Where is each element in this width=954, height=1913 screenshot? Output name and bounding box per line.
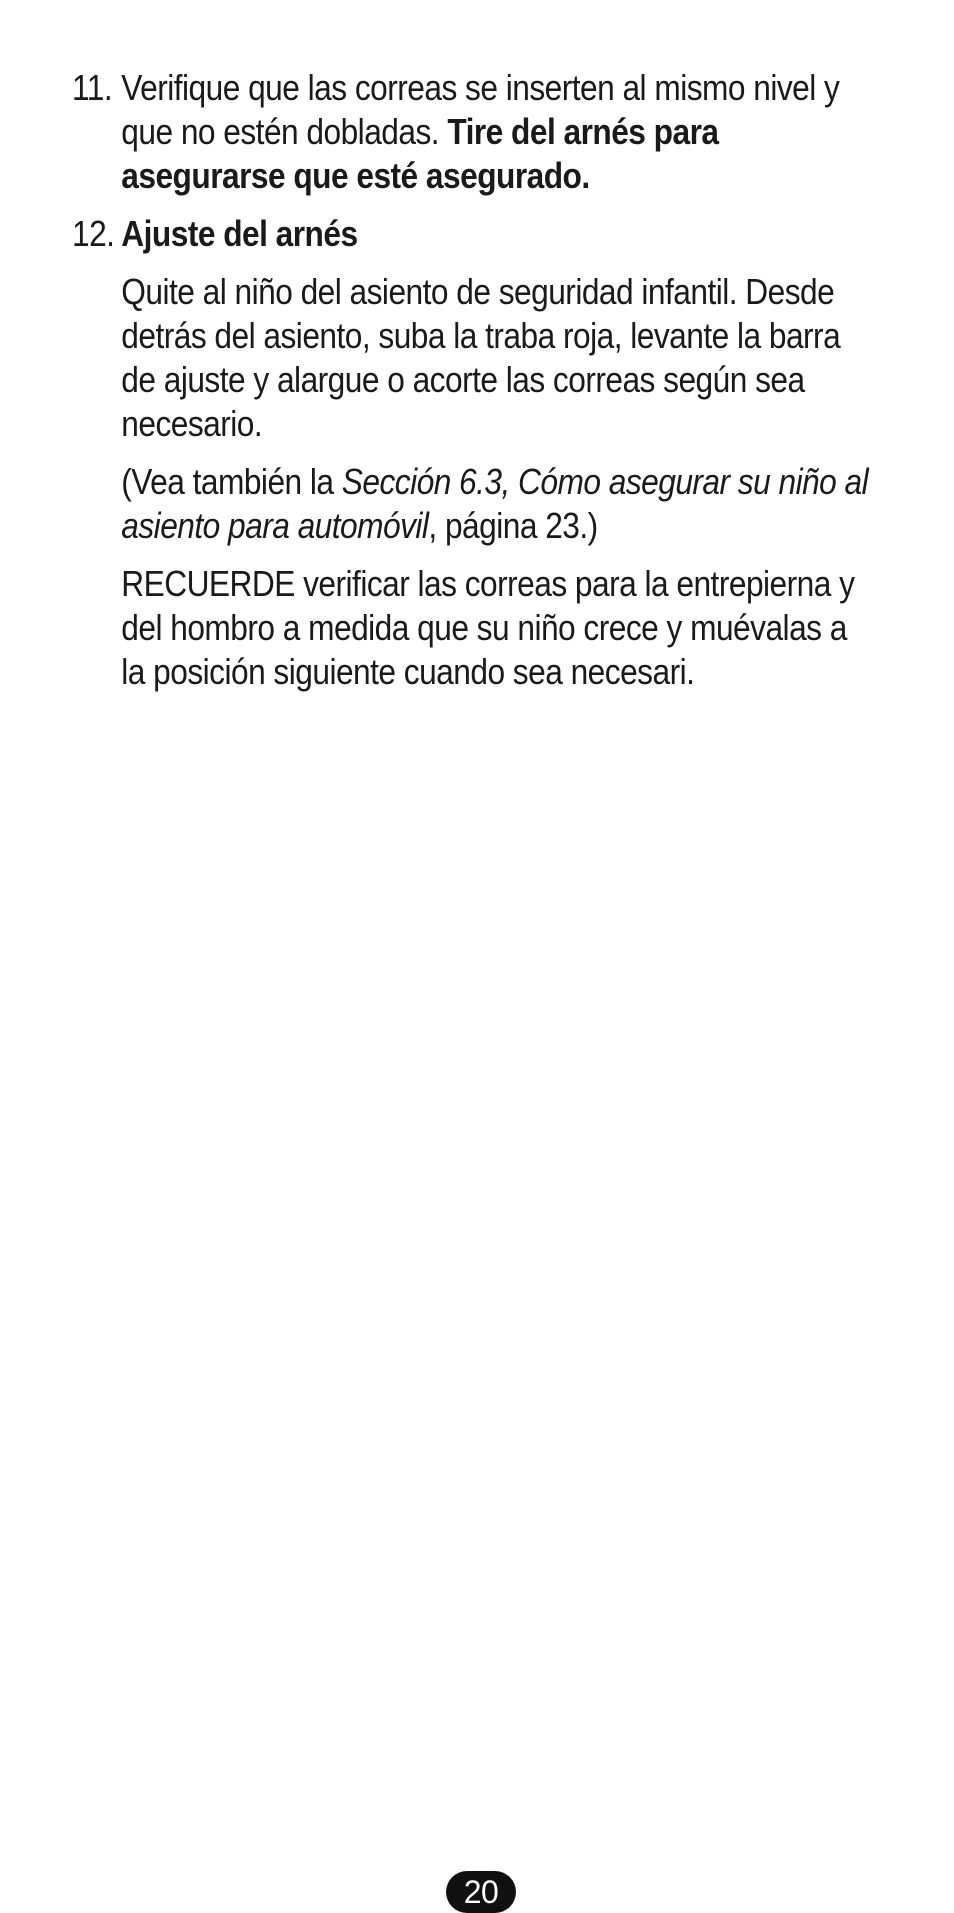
item-11-text [121,66,873,198]
list-item-11 [72,66,873,198]
item-number: 12. [72,213,115,254]
list-item-12 [72,212,873,694]
item-number: 11. [72,67,113,108]
item-12-paragraph-3: RECUERDE verificar las correas para la entrepierna y del hombro a medida que su niño crece y muévalas a la posición siguiente cuando sea necesari. [121,563,855,692]
item-11-regular-text: Verifique que las correas se inserten al mismo nivel y que no estén dobladas. [121,67,840,152]
paragraph-2-suffix: , página 23.) [428,505,598,546]
item-12-paragraph-2 [121,460,873,548]
paragraph-2-prefix: (Vea también la [121,461,342,502]
item-12-heading: Ajuste del arnés [121,213,358,254]
page-number-badge: 20 [446,1871,516,1913]
item-11-bold-text: Tire del arnés para asegurarse que esté asegurado. [121,111,719,196]
page-content [72,66,873,708]
item-12-paragraph-1: Quite al niño del asiento de seguridad infantil. Desde detrás del asiento, suba la traba roja, levante la barra de ajuste y alargue o acorte las correas según sea necesario. [121,271,841,444]
section-reference: Sección 6.3, Cómo asegurar su niño al asiento para automóvil [121,461,869,546]
